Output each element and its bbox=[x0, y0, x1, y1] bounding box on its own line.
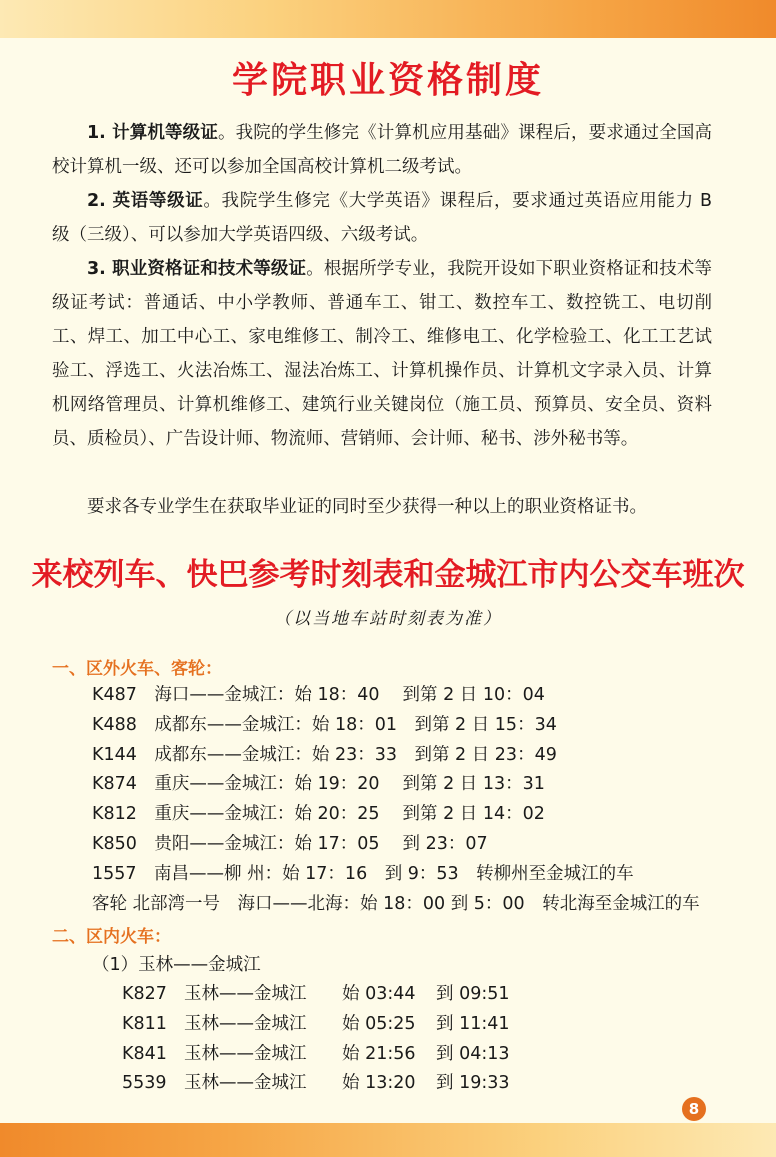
list-item: 客轮 北部湾一号 海口——北海：始 18：00 到 5：00 转北海至金城江的车 bbox=[92, 893, 700, 914]
train-route: 玉林——金城江 bbox=[184, 1073, 307, 1094]
route-subheading: （1）玉林——金城江 bbox=[92, 955, 261, 975]
bottom-decorative-band bbox=[0, 1123, 776, 1157]
arrival-time: 到 19:33 bbox=[436, 1073, 510, 1094]
paragraph-heading: 2. 英语等级证 bbox=[87, 191, 204, 211]
departure-time: 始 21:56 bbox=[342, 1043, 416, 1064]
top-decorative-band bbox=[0, 0, 776, 38]
section-heading-external: 一、区外火车、客轮： bbox=[52, 659, 222, 679]
table-row bbox=[122, 1069, 776, 1099]
arrival-time: 到 09:51 bbox=[436, 984, 510, 1004]
paragraph-english-cert bbox=[52, 184, 712, 252]
train-route: 玉林——金城江 bbox=[184, 1013, 307, 1034]
train-code: K827 bbox=[122, 984, 167, 1004]
arrival-time: 到 11:41 bbox=[436, 1013, 510, 1034]
list-item: K812 重庆——金城江：始 20：25 到第 2 日 14：02 bbox=[92, 804, 545, 825]
paragraph-heading: 1. 计算机等级证 bbox=[87, 123, 218, 143]
table-row bbox=[122, 1040, 776, 1070]
list-item: K850 贵阳——金城江：始 17：05 到 23：07 bbox=[92, 833, 488, 854]
paragraph-body: 。我院的学生修完《计算机应用基础》课程后，要求通过全国高校计算机一级、还可以参加全国高校计算机二级考试。 bbox=[52, 123, 712, 177]
train-code: 5539 bbox=[122, 1073, 167, 1094]
table-row bbox=[122, 1010, 776, 1040]
list-item: K487 海口——金城江：始 18：40 到第 2 日 10：04 bbox=[92, 685, 545, 705]
train-code: K811 bbox=[122, 1013, 167, 1034]
train-code: K841 bbox=[122, 1043, 167, 1064]
paragraph-body: 。我院学生修完《大学英语》课程后，要求通过英语应用能力 B 级（三级）、可以参加大学英语四级、六级考试。 bbox=[52, 191, 712, 245]
paragraph-computer-cert bbox=[52, 116, 712, 184]
arrival-time: 到 04:13 bbox=[436, 1043, 510, 1064]
section-heading-internal: 二、区内火车： bbox=[52, 927, 171, 947]
external-train-list bbox=[92, 681, 752, 919]
paragraph-vocational-cert bbox=[52, 252, 712, 456]
table-row bbox=[122, 980, 776, 1010]
departure-time: 始 13:20 bbox=[342, 1073, 416, 1094]
list-item: K874 重庆——金城江：始 19：20 到第 2 日 13：31 bbox=[92, 774, 545, 795]
paragraph-body: 。根据所学专业，我院开设如下职业资格证和技术等级证考试：普通话、中小学教师、普通车工、钳工、数控车工、数控铣工、电切削工、焊工、加工中心工、家电维修工、制冷工、维修电工、化学检验工、化工工艺试验工、浮选工、火法冶炼工、湿法冶炼工、计算机操作员、计算机文字录入员、计算机网络管理员、计算机维修工、建筑行业关键岗位（施工员、预算员、安全员、资料员、质检员）、广告设计师、物流师、营销师、会计师、秘书、涉外秘书等。 bbox=[52, 259, 713, 449]
schedule-note: （以当地车站时刻表为准） bbox=[274, 609, 502, 629]
train-route: 玉林——金城江 bbox=[184, 984, 307, 1004]
list-item: K144 成都东——金城江：始 23：33 到第 2 日 23：49 bbox=[92, 744, 557, 765]
list-item: 1557 南昌——柳 州：始 17：16 到 9：53 转柳州至金城江的车 bbox=[92, 863, 634, 884]
schedule-title: 来校列车、快巴参考时刻表和金城江市内公交车班次 bbox=[31, 557, 745, 593]
paragraph-heading: 3. 职业资格证和技术等级证 bbox=[87, 259, 307, 279]
page-title: 学院职业资格制度 bbox=[231, 60, 544, 101]
departure-time: 始 03:44 bbox=[342, 984, 416, 1004]
paragraph-requirement: 要求各专业学生在获取毕业证的同时至少获得一种以上的职业资格证书。 bbox=[87, 497, 647, 517]
departure-time: 始 05:25 bbox=[342, 1013, 416, 1034]
train-route: 玉林——金城江 bbox=[184, 1043, 307, 1064]
list-item: K488 成都东——金城江：始 18：01 到第 2 日 15：34 bbox=[92, 714, 557, 735]
internal-train-list bbox=[122, 980, 776, 1099]
page-number-badge: 8 bbox=[682, 1097, 706, 1121]
